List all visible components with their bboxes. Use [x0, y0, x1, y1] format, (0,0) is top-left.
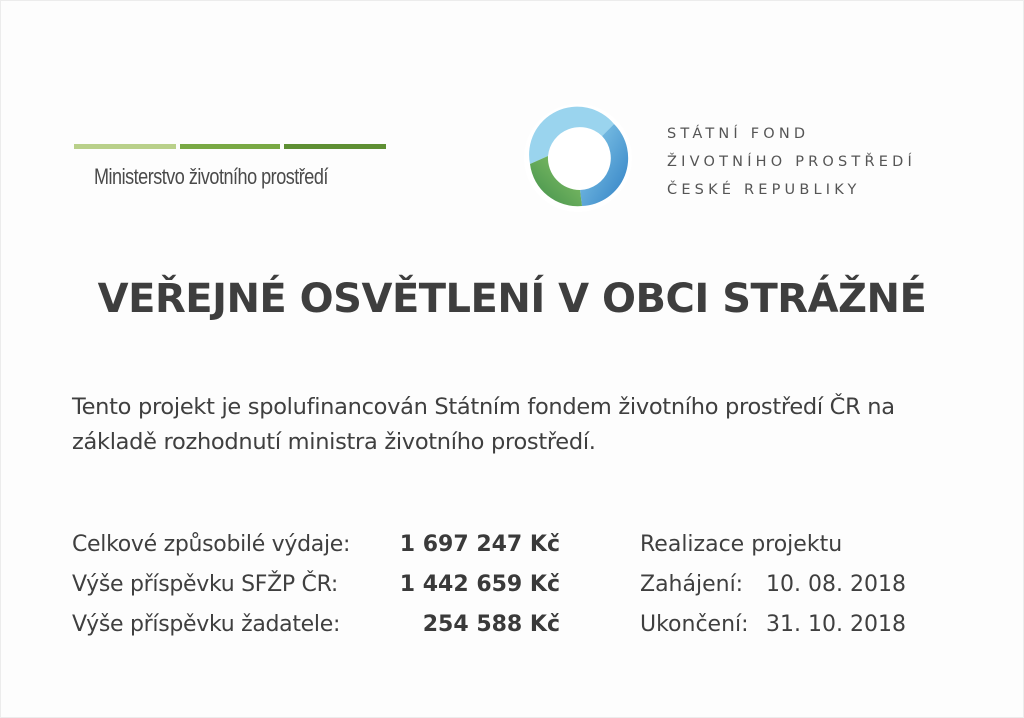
ministry-name: Ministerstvo životního prostředí	[94, 164, 328, 189]
description-line-2: základě rozhodnutí ministra životního prostředí.	[72, 429, 596, 455]
finance-amount: 1 697 247 Kč	[399, 532, 560, 557]
sfzp-name-line-2: ŽIVOTNÍHO PROSTŘEDÍ	[667, 154, 916, 170]
realization-start	[640, 572, 906, 597]
finance-label: Výše příspěvku SFŽP ČR:	[72, 572, 339, 597]
finance-amount: 254 588 Kč	[422, 612, 560, 637]
finance-label: Výše příspěvku žadatele:	[72, 612, 341, 637]
end-label: Ukončení:	[640, 612, 749, 637]
sfzp-name-line-1: STÁTNÍ FOND	[667, 126, 810, 142]
finance-table	[72, 532, 952, 652]
logo-bar-mid	[180, 144, 280, 149]
ministry-logo	[74, 144, 394, 189]
finance-row-total	[72, 532, 952, 572]
sfzp-name-line-3: ČESKÉ REPUBLIKY	[667, 182, 861, 198]
sfzp-swirl-logo	[522, 102, 634, 214]
finance-label: Celkové způsobilé výdaje:	[72, 532, 351, 557]
finance-row-applicant	[72, 612, 952, 652]
ministry-logo-bars	[74, 144, 394, 149]
project-title: VEŘEJNÉ OSVĚTLENÍ V OBCI STRÁŽNÉ	[97, 276, 927, 322]
end-date: 31. 10. 2018	[766, 612, 906, 637]
finance-amount: 1 442 659 Kč	[399, 572, 560, 597]
realization-heading: Realizace projektu	[640, 532, 843, 557]
start-date: 10. 08. 2018	[766, 572, 906, 597]
logo-bar-light	[74, 144, 176, 149]
sfzp-name	[667, 120, 916, 204]
realization-end	[640, 612, 906, 637]
finance-row-sfzp	[72, 572, 952, 612]
description-line-1: Tento projekt je spolufinancován Státním fondem životního prostředí ČR na	[72, 394, 895, 420]
project-description	[72, 390, 972, 460]
logo-bar-dark	[284, 144, 386, 149]
start-label: Zahájení:	[640, 572, 744, 597]
